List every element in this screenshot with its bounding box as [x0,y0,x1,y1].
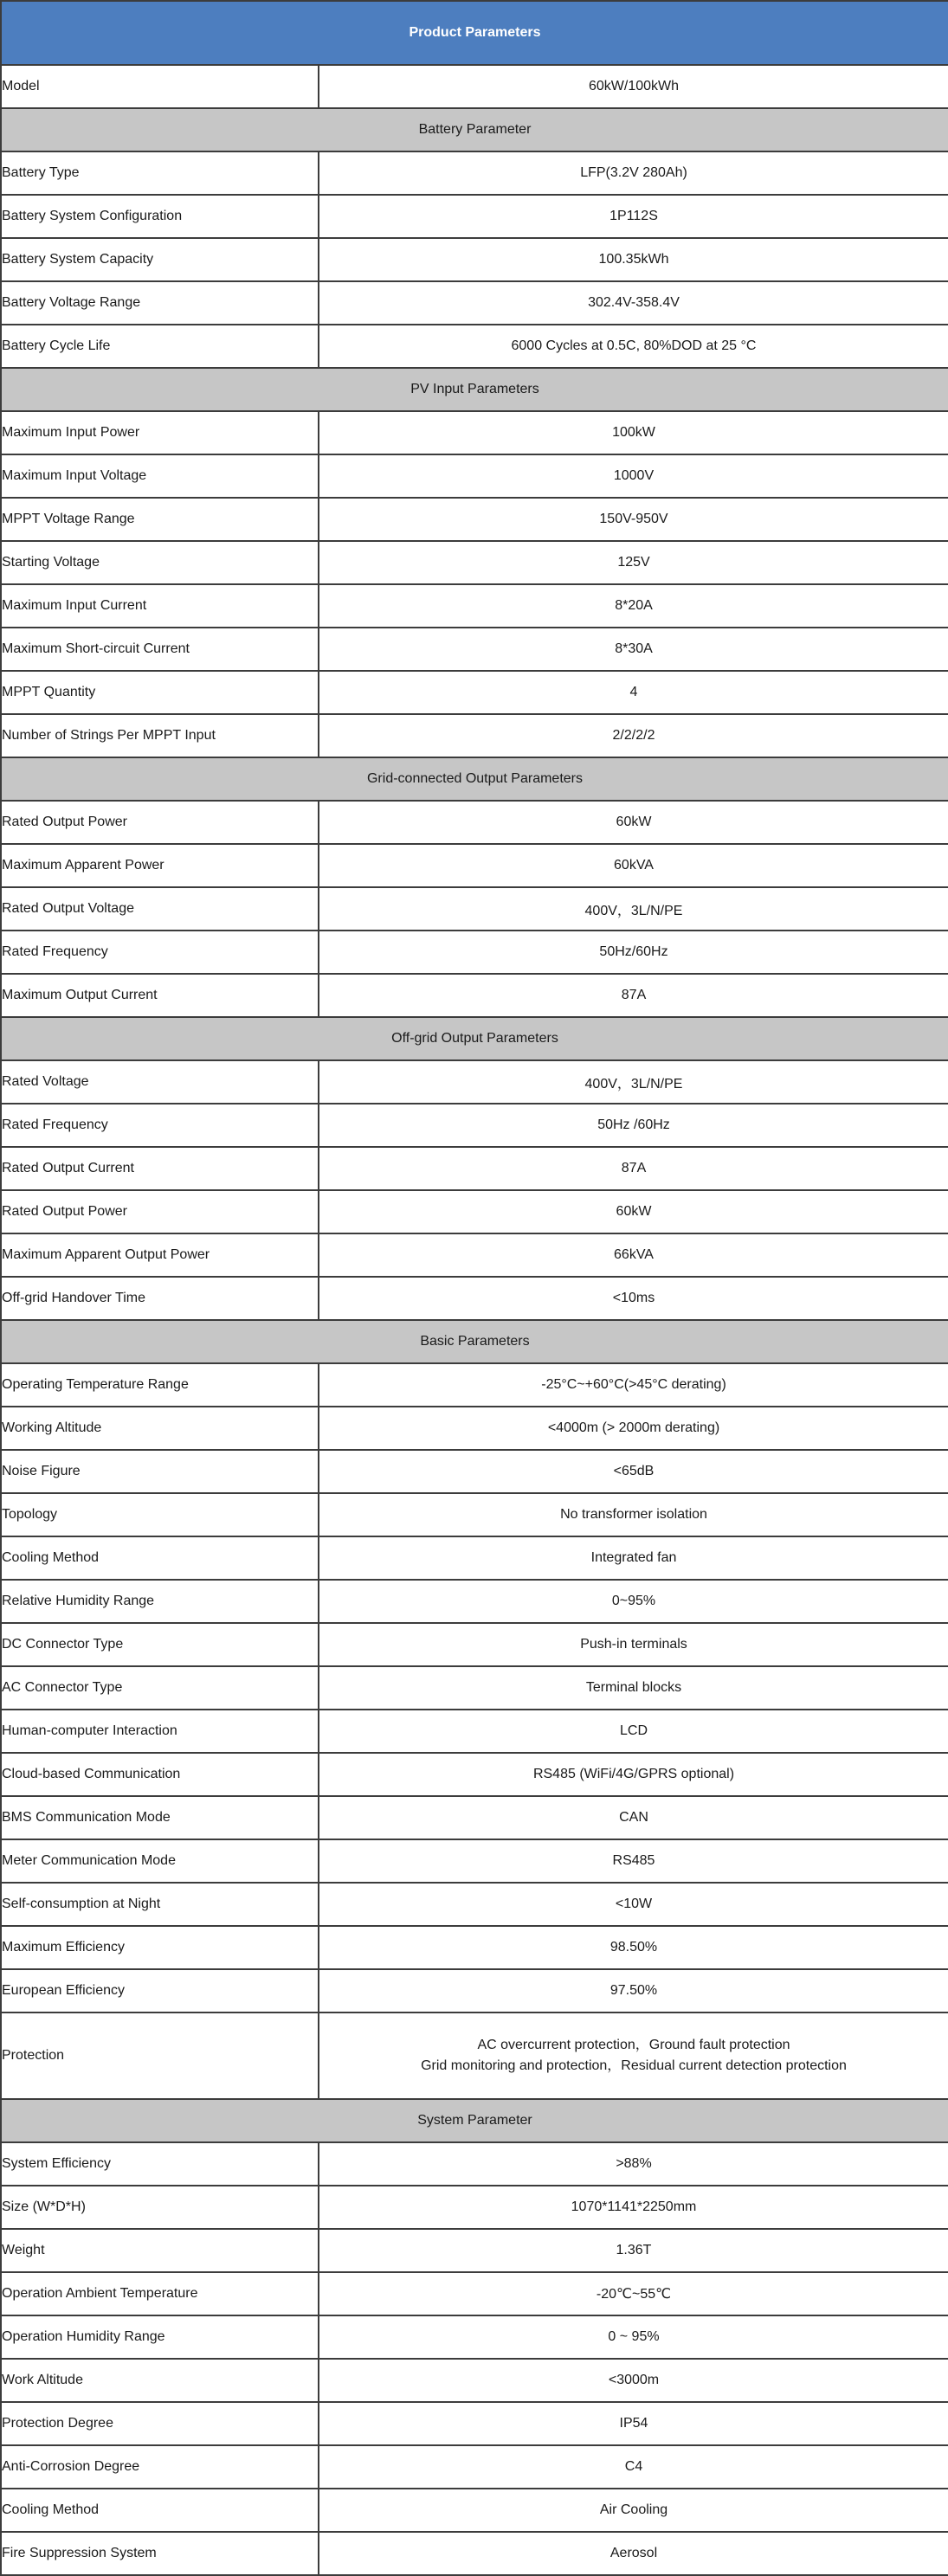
parameter-label: MPPT Voltage Range [1,498,319,541]
table-row [1,1710,948,1753]
table-row [1,2489,948,2532]
table-row [1,1580,948,1623]
parameter-label: Work Altitude [1,2359,319,2402]
parameter-label: Battery System Capacity [1,238,319,281]
table-row [1,931,948,974]
parameter-label: Maximum Output Current [1,974,319,1017]
parameter-label: Maximum Input Current [1,584,319,628]
parameter-value: 50Hz /60Hz [319,1104,948,1147]
section-header: System Parameter [1,2099,948,2142]
table-row [1,1104,948,1147]
table-row [1,1883,948,1926]
parameter-label: Operating Temperature Range [1,1363,319,1407]
parameter-label: Maximum Apparent Output Power [1,1233,319,1277]
table-title: Product Parameters [1,1,948,65]
parameter-label: Self-consumption at Night [1,1883,319,1926]
parameter-value: 0~95% [319,1580,948,1623]
table-row [1,1060,948,1104]
table-row [1,541,948,584]
parameter-value: 8*20A [319,584,948,628]
parameter-value: 302.4V-358.4V [319,281,948,325]
parameter-label: Cooling Method [1,1536,319,1580]
parameter-label: Working Altitude [1,1407,319,1450]
parameter-label: AC Connector Type [1,1666,319,1710]
table-row [1,238,948,281]
parameter-label: Maximum Efficiency [1,1926,319,1969]
table-row [1,281,948,325]
table-row [1,1277,948,1320]
table-row [1,2315,948,2359]
parameter-label: Fire Suppression System [1,2532,319,2575]
table-row [1,1969,948,2012]
table-row [1,1147,948,1190]
table-row [1,1363,948,1407]
section-header-row [1,368,948,411]
parameter-value: 98.50% [319,1926,948,1969]
parameter-label: Maximum Input Voltage [1,454,319,498]
table-row [1,454,948,498]
parameter-label: Rated Output Power [1,1190,319,1233]
parameter-value: -25°C~+60°C(>45°C derating) [319,1363,948,1407]
table-row [1,2142,948,2186]
parameter-value: 400V，3L/N/PE [319,1060,948,1104]
parameter-value: CAN [319,1796,948,1839]
parameter-value: 6000 Cycles at 0.5C, 80%DOD at 25 °C [319,325,948,368]
table-row [1,1839,948,1883]
section-header: Off-grid Output Parameters [1,1017,948,1060]
parameter-value: <10W [319,1883,948,1926]
parameter-value: 125V [319,541,948,584]
parameter-value: <3000m [319,2359,948,2402]
parameter-label: Protection Degree [1,2402,319,2445]
section-header-row [1,108,948,151]
table-row [1,1623,948,1666]
table-row [1,628,948,671]
table-row [1,887,948,931]
table-row [1,2359,948,2402]
parameter-value: 4 [319,671,948,714]
table-row [1,1190,948,1233]
parameter-value: 2/2/2/2 [319,714,948,757]
parameter-label: European Efficiency [1,1969,319,2012]
section-header-row [1,1017,948,1060]
parameter-value: IP54 [319,2402,948,2445]
parameter-value: RS485 [319,1839,948,1883]
parameter-value: 60kW/100kWh [319,65,948,108]
parameter-label: Protection [1,2012,319,2099]
section-header-row [1,2099,948,2142]
section-header: PV Input Parameters [1,368,948,411]
table-row [1,2532,948,2575]
parameter-value: 8*30A [319,628,948,671]
parameter-label: Cooling Method [1,2489,319,2532]
parameter-value: Push-in terminals [319,1623,948,1666]
parameter-label: DC Connector Type [1,1623,319,1666]
parameter-value: Air Cooling [319,2489,948,2532]
parameter-value: 1P112S [319,195,948,238]
section-header-row [1,1320,948,1363]
parameter-label: Battery Cycle Life [1,325,319,368]
parameter-value: LCD [319,1710,948,1753]
parameter-label: Noise Figure [1,1450,319,1493]
parameter-label: Topology [1,1493,319,1536]
table-row [1,325,948,368]
table-row [1,801,948,844]
parameter-label: Rated Frequency [1,1104,319,1147]
parameter-label: Operation Ambient Temperature [1,2272,319,2315]
parameter-value: >88% [319,2142,948,2186]
table-row [1,195,948,238]
parameter-label: Size (W*D*H) [1,2186,319,2229]
parameter-value: 97.50% [319,1969,948,2012]
parameter-value: <10ms [319,1277,948,1320]
parameter-value: -20℃~55℃ [319,2272,948,2315]
parameter-label: Meter Communication Mode [1,1839,319,1883]
parameter-value: Terminal blocks [319,1666,948,1710]
table-row [1,974,948,1017]
parameter-value: Integrated fan [319,1536,948,1580]
table-row [1,151,948,195]
parameter-value: 87A [319,1147,948,1190]
section-header-row [1,757,948,801]
table-row [1,1926,948,1969]
table-row [1,65,948,108]
section-header: Battery Parameter [1,108,948,151]
parameter-value: 60kW [319,801,948,844]
parameter-value: No transformer isolation [319,1493,948,1536]
parameter-label: Maximum Apparent Power [1,844,319,887]
section-header: Grid-connected Output Parameters [1,757,948,801]
title-row [1,1,948,65]
parameter-value: 100.35kWh [319,238,948,281]
parameter-value: LFP(3.2V 280Ah) [319,151,948,195]
parameter-value: 87A [319,974,948,1017]
parameter-value-line: AC overcurrent protection，Ground fault protection [477,2038,790,2052]
parameter-value-line: Grid monitoring and protection，Residual current detection protection [421,2058,847,2073]
table-row [1,584,948,628]
table-row [1,1666,948,1710]
table-row [1,2272,948,2315]
table-row [1,1233,948,1277]
parameter-label: Relative Humidity Range [1,1580,319,1623]
parameter-label: Human-computer Interaction [1,1710,319,1753]
parameter-value: 1.36T [319,2229,948,2272]
parameter-label: Maximum Input Power [1,411,319,454]
parameter-value: C4 [319,2445,948,2489]
parameter-label: BMS Communication Mode [1,1796,319,1839]
parameter-label: MPPT Quantity [1,671,319,714]
parameter-value: <4000m (> 2000m derating) [319,1407,948,1450]
table-row [1,411,948,454]
table-row [1,714,948,757]
parameter-label: Cloud-based Communication [1,1753,319,1796]
section-header: Basic Parameters [1,1320,948,1363]
table-row [1,1536,948,1580]
table-row [1,1493,948,1536]
parameter-label: Number of Strings Per MPPT Input [1,714,319,757]
parameter-value: Aerosol [319,2532,948,2575]
table-row [1,1796,948,1839]
parameter-value: RS485 (WiFi/4G/GPRS optional) [319,1753,948,1796]
parameter-label: Battery Voltage Range [1,281,319,325]
parameter-label: Anti-Corrosion Degree [1,2445,319,2489]
parameter-value: 0 ~ 95% [319,2315,948,2359]
parameter-label: Off-grid Handover Time [1,1277,319,1320]
parameter-value: 100kW [319,411,948,454]
table-row [1,1450,948,1493]
parameter-label: Maximum Short-circuit Current [1,628,319,671]
parameter-value: 400V，3L/N/PE [319,887,948,931]
parameter-value: 66kVA [319,1233,948,1277]
table-row [1,1407,948,1450]
parameter-label: Rated Output Current [1,1147,319,1190]
parameter-label: Model [1,65,319,108]
table-body [1,1,948,2575]
table-row [1,2402,948,2445]
parameter-label: Battery System Configuration [1,195,319,238]
parameter-label: Rated Output Voltage [1,887,319,931]
parameter-value: 1070*1141*2250mm [319,2186,948,2229]
parameter-label: Battery Type [1,151,319,195]
parameter-label: Rated Output Power [1,801,319,844]
table-row [1,671,948,714]
table-row [1,2012,948,2099]
parameter-label: Operation Humidity Range [1,2315,319,2359]
parameter-value: 1000V [319,454,948,498]
parameter-label: Weight [1,2229,319,2272]
parameter-value: 50Hz/60Hz [319,931,948,974]
table-row [1,498,948,541]
parameter-label: System Efficiency [1,2142,319,2186]
table-row [1,2186,948,2229]
parameter-value [319,2012,948,2099]
parameter-value: 60kVA [319,844,948,887]
parameter-label: Starting Voltage [1,541,319,584]
parameter-value: 60kW [319,1190,948,1233]
table-row [1,2229,948,2272]
parameter-label: Rated Voltage [1,1060,319,1104]
parameter-value: <65dB [319,1450,948,1493]
table-row [1,1753,948,1796]
table-row [1,2445,948,2489]
table-row [1,844,948,887]
parameter-label: Rated Frequency [1,931,319,974]
parameter-value: 150V-950V [319,498,948,541]
